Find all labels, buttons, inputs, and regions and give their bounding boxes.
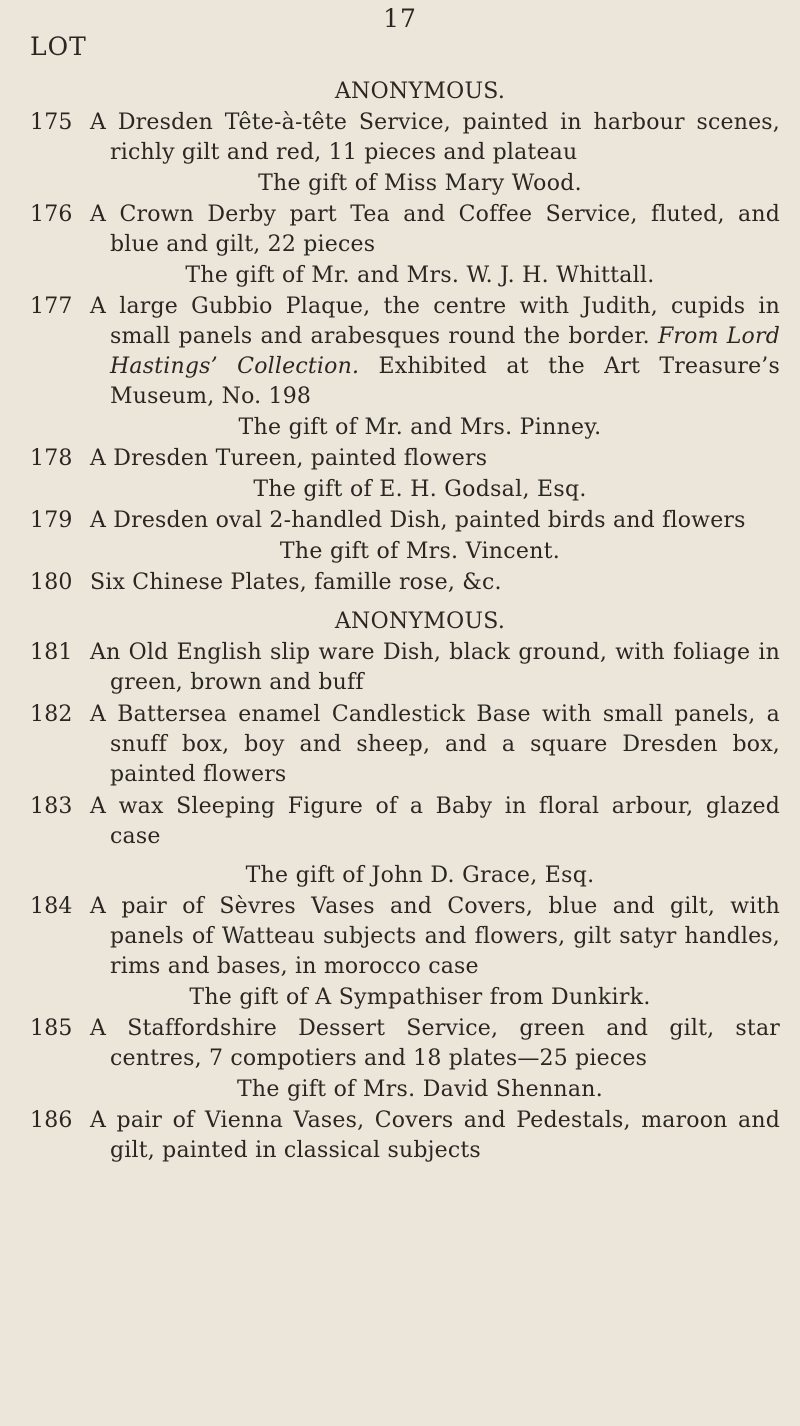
lot-description: A pair of Sèvres Vases and Covers, blue and gilt, with panels of Watteau subjects and flowers, gilt satyr handles, rims and bases, in morocco case [90, 894, 780, 979]
donor-line: ANONYMOUS. [334, 79, 506, 104]
lot-description: Six Chinese Plates, famille rose, &c. [90, 570, 502, 595]
donor-line: ANONYMOUS. [334, 609, 506, 634]
lot-number: 180 [30, 570, 73, 595]
lot-number: 176 [30, 202, 73, 227]
lot-entry [0, 700, 800, 790]
donor-line: The gift of Mr. and Mrs. W. J. H. Whittall. [185, 263, 655, 288]
lot-description: An Old English slip ware Dish, black ground, with foliage in green, brown and buff [90, 640, 780, 695]
lot-entry [0, 792, 800, 852]
lot-description [90, 292, 800, 412]
lot-number: 181 [30, 640, 73, 665]
donor-line: The gift of Mrs. Vincent. [279, 539, 561, 564]
donor-line: The gift of A Sympathiser from Dunkirk. [189, 985, 651, 1010]
lot-description: A Crown Derby part Tea and Coffee Service, fluted, and blue and gilt, 22 pieces [90, 202, 780, 257]
lot-number: 183 [30, 794, 73, 819]
lot-description: A Staffordshire Dessert Service, green and gilt, star centres, 7 compotiers and 18 plates—25 pieces [90, 1016, 780, 1071]
lot-entry [0, 568, 800, 598]
donor-line: The gift of John D. Grace, Esq. [245, 863, 595, 888]
lot-description: A Dresden oval 2-handled Dish, painted birds and flowers [90, 508, 746, 533]
provenance-note: From Lord Hastings’ Collection. [110, 324, 780, 379]
lot-number: 182 [30, 702, 73, 727]
lot-number: 184 [30, 894, 73, 919]
donor-line: The gift of Miss Mary Wood. [258, 171, 582, 196]
donor-line: The gift of Mrs. David Shennan. [236, 1077, 604, 1102]
donor-line: The gift of E. H. Godsal, Esq. [253, 477, 587, 502]
lot-number: 186 [30, 1108, 73, 1133]
lot-entry [0, 1014, 800, 1074]
lot-description: A pair of Vienna Vases, Covers and Pedestals, maroon and gilt, painted in classical subjects [90, 1108, 780, 1163]
lot-entry [0, 506, 800, 536]
lot-entry [0, 200, 800, 260]
lot-entry [0, 1106, 800, 1166]
lot-entry [0, 638, 800, 698]
donor-line: The gift of Mr. and Mrs. Pinney. [238, 415, 602, 440]
lot-column-header: LOT [30, 32, 87, 61]
exhibition-note: Exhibited at the Art Treasure’s Museum, No. 198 [110, 354, 780, 409]
lot-entry [0, 892, 800, 982]
lot-description-main: A large Gubbio Plaque, the centre with Judith, cupids in small panels and arabesques round the border. [90, 294, 780, 349]
lot-entry [0, 444, 800, 474]
lot-entry [0, 292, 800, 412]
lot-number: 178 [30, 446, 73, 471]
lot-description: A Dresden Tureen, painted flowers [90, 446, 488, 471]
page-number: 17 [383, 4, 417, 33]
lot-description: A Dresden Tête-à-tête Service, painted in harbour scenes, richly gilt and red, 11 pieces and plateau [90, 110, 780, 165]
lot-number: 185 [30, 1016, 73, 1041]
lot-number: 179 [30, 508, 73, 533]
lot-number: 175 [30, 110, 73, 135]
lot-number: 177 [30, 294, 73, 319]
lot-description: A Battersea enamel Candlestick Base with small panels, a snuff box, boy and sheep, and a square Dresden box, painted flowers [90, 702, 780, 787]
lot-entries [0, 76, 800, 1166]
lot-entry [0, 108, 800, 168]
lot-description: A wax Sleeping Figure of a Baby in floral arbour, glazed case [90, 794, 780, 849]
